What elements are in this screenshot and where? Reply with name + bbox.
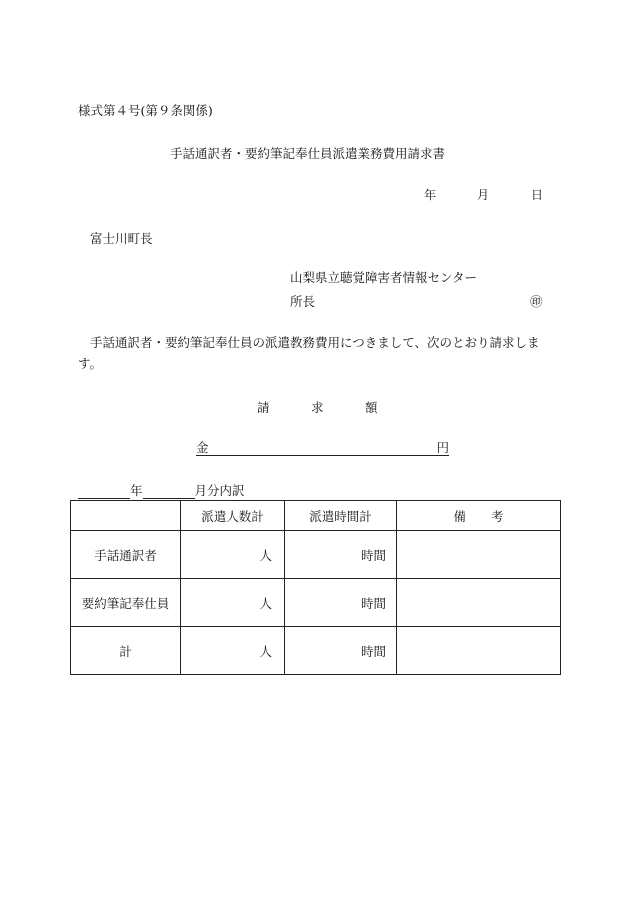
row-label: 手話通訳者 [71,531,181,579]
date-day-label: 日 [531,188,544,202]
table-header-row [71,501,561,531]
remarks-cell[interactable] [397,627,561,675]
table-header-remarks: 備 考 [397,501,561,531]
date-year-label: 年 [424,188,437,202]
amount-prefix: 金 [196,440,209,455]
date-month-label: 月 [477,188,490,202]
amount-field[interactable] [196,438,449,456]
row-label: 要約筆記奉仕員 [71,579,181,627]
hours-cell[interactable]: 時間 [285,579,397,627]
table-header-persons: 派遣人数計 [181,501,285,531]
seal-mark-icon: ㊞ [530,294,543,309]
table-header-hours: 派遣時間計 [285,501,397,531]
breakdown-period [78,481,245,499]
persons-cell[interactable]: 人 [181,579,285,627]
persons-cell[interactable]: 人 [181,531,285,579]
breakdown-month-field[interactable] [143,485,195,499]
sender-position: 所長 [290,294,316,309]
table-row [71,579,561,627]
hours-cell[interactable]: 時間 [285,531,397,579]
document-title: 手話通訳者・要約筆記奉仕員派遣業務費用請求書 [170,146,446,161]
table-row [71,531,561,579]
table-row [71,627,561,675]
amount-heading-char: 求 [311,400,324,415]
sender-organization: 山梨県立聴覚障害者情報センター [290,270,478,285]
table-header-blank [71,501,181,531]
amount-heading-char: 請 [257,400,270,415]
breakdown-year-suffix: 年 [130,483,143,498]
form-number: 様式第４号(第９条関係) [78,103,213,118]
body-text: 手話通訳者・要約筆記奉仕員の派遣教務費用につきまして、次のとおり請求します。 [78,335,540,371]
remarks-cell[interactable] [397,579,561,627]
hours-cell[interactable]: 時間 [285,627,397,675]
persons-cell[interactable]: 人 [181,627,285,675]
remarks-cell[interactable] [397,531,561,579]
amount-suffix: 円 [436,440,449,455]
breakdown-month-suffix: 月分内訳 [194,483,245,498]
amount-heading-char: 額 [365,400,378,415]
addressee: 富士川町長 [90,231,153,246]
breakdown-year-field[interactable] [78,485,130,499]
row-label: 計 [71,627,181,675]
breakdown-table [70,500,561,675]
